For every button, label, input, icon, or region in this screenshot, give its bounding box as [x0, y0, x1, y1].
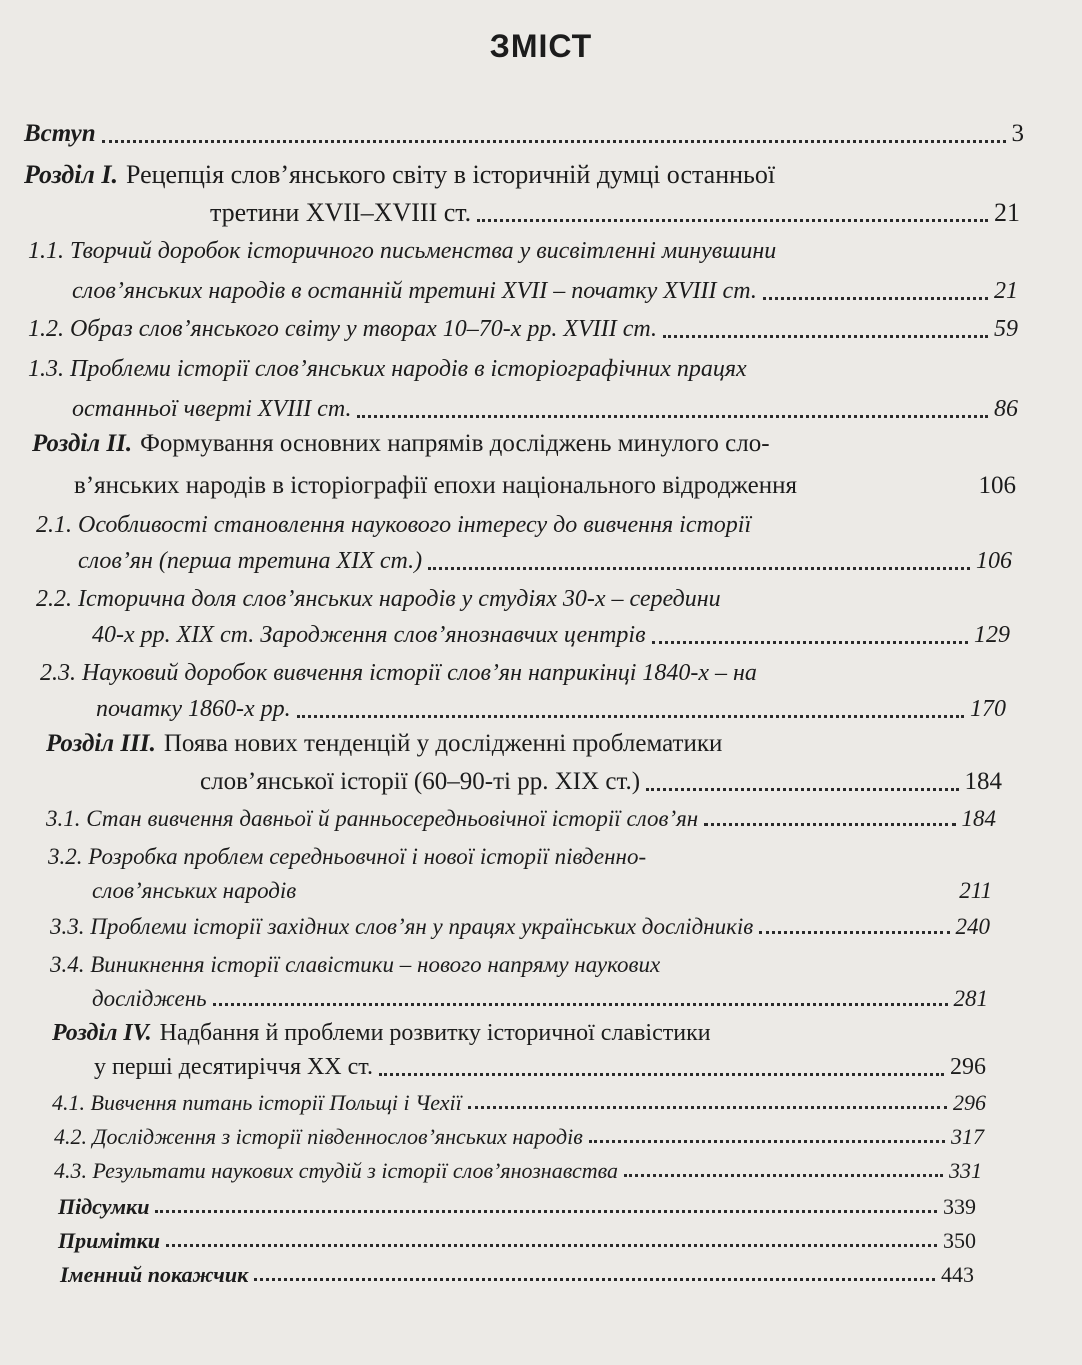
- toc-sub-3-4-line1: [50, 952, 990, 978]
- toc-chapter-3-line2: [200, 768, 1002, 797]
- toc-entry-title-cont: слов’ян (перша третина XIX ст.): [78, 548, 423, 574]
- toc-sub-1-2: [28, 316, 1018, 344]
- toc-entry-title-cont: слов’янських народів: [92, 878, 297, 903]
- toc-entry-title-cont: 40-х рр. XIX ст. Зародження слов’янознавчих центрів: [92, 622, 646, 648]
- toc-sub-4-3: [54, 1158, 982, 1183]
- toc-entry-title: 4.1. Вивчення питань історії Польщі і Чехії: [52, 1090, 462, 1115]
- toc-page-number: 106: [976, 548, 1012, 574]
- toc-entry-title-cont: третини XVII–XVIII ст.: [210, 198, 472, 227]
- toc-entry-title: 1.2. Образ слов’янського світу у творах 10–70-х рр. XVIII ст.: [28, 316, 657, 342]
- toc-entry-title: 2.1. Особливості становлення наукового інтересу до вивчення історії: [36, 512, 752, 538]
- dot-leader: [357, 407, 988, 418]
- toc-page-number: 106: [978, 472, 1016, 499]
- dot-leader: [297, 707, 964, 718]
- toc-sub-1-1-line2: [72, 278, 1018, 306]
- toc-entry-title: Формування основних напрямів досліджень минулого сло-: [140, 430, 770, 457]
- toc-entry-title: Іменний покажчик: [60, 1262, 249, 1287]
- toc-page-number: 184: [961, 806, 996, 831]
- toc-entry-title-cont: досліджень: [92, 986, 207, 1011]
- toc-sub-2-2-line1: [36, 586, 1011, 614]
- dot-leader: [652, 633, 969, 644]
- toc-page-number: 339: [943, 1194, 976, 1219]
- toc-sub-2-3-line1: [40, 660, 1010, 688]
- toc-page-number: 170: [970, 696, 1006, 722]
- toc-entry-title: Поява нових тенденцій у дослідженні проблематики: [163, 730, 723, 757]
- dot-leader: [213, 995, 948, 1006]
- toc-sub-4-1: [52, 1090, 986, 1115]
- toc-page-number: 129: [974, 622, 1010, 648]
- toc-sub-1-1-line1: [28, 238, 1018, 266]
- toc-entry-title: 3.3. Проблеми історії західних слов’ян у працях українських дослідників: [50, 914, 754, 939]
- toc-page-number: 59: [994, 316, 1018, 342]
- toc-entry-name-index: [60, 1262, 974, 1287]
- toc-page-number: 296: [950, 1054, 986, 1080]
- toc-entry-summary: [58, 1194, 976, 1219]
- toc-entry-title: Підсумки: [58, 1194, 150, 1219]
- dot-leader: [663, 327, 988, 338]
- toc-chapter-1-line2: [210, 198, 1020, 228]
- toc-page-number: 3: [1011, 120, 1024, 147]
- dot-leader: [624, 1166, 943, 1177]
- toc-entry-title: Вступ: [24, 120, 96, 147]
- toc-sub-1-3-line2: [72, 396, 1018, 424]
- toc-entry-title: 4.2. Дослідження з історії південнослов’янських народів: [54, 1124, 583, 1149]
- toc-entry-title: 1.3. Проблеми історії слов’янських народів в історіографічних працях: [28, 356, 747, 382]
- toc-page-number: 350: [943, 1228, 976, 1253]
- toc-page-number: 240: [955, 914, 990, 939]
- toc-sub-3-4-line2: [92, 986, 988, 1012]
- toc-entry-title: Надбання й проблеми розвитку історичної славістики: [159, 1020, 711, 1046]
- toc-entry-title-cont: слов’янської історії (60–90-ті рр. XIX ст.): [200, 768, 641, 795]
- dot-leader: [379, 1065, 944, 1076]
- toc-entry-title-cont: у перші десятиріччя XX ст.: [94, 1054, 373, 1080]
- toc-entry-title: Примітки: [58, 1228, 161, 1253]
- toc-entry-title: Рецепція слов’янського світу в історичній думці останньої: [125, 160, 776, 189]
- toc-sub-3-1: [46, 806, 996, 832]
- dot-leader: [428, 559, 970, 570]
- toc-sub-2-3-line2: [96, 696, 1006, 724]
- toc-page-number: 21: [994, 278, 1018, 304]
- toc-entry-title: 1.1. Творчий доробок історичного письменства у висвітленні минувшини: [28, 238, 777, 264]
- toc-page-number: 296: [953, 1090, 986, 1115]
- dot-leader: [302, 890, 953, 898]
- toc-entry-title-cont: слов’янських народів в останній третині XVII – початку XVIII ст.: [72, 278, 757, 304]
- dot-leader: [477, 211, 988, 222]
- chapter-label: Розділ І.: [24, 160, 118, 189]
- toc-page-number: 317: [951, 1124, 984, 1149]
- toc-page-number: 281: [953, 986, 988, 1011]
- toc-page-number: 331: [949, 1158, 982, 1183]
- toc-entry-title: 4.3. Результати наукових студій з історії слов’янознавства: [54, 1158, 619, 1183]
- toc-entry-title: 2.2. Історична доля слов’янських народів у студіях 30-х – середини: [36, 586, 721, 612]
- dot-leader: [589, 1132, 945, 1143]
- toc-entry-title: 3.4. Виникнення історії славістики – нового напряму наукових: [50, 952, 661, 977]
- toc-entry-title: 2.3. Науковий доробок вивчення історії слов’ян наприкінці 1840-х – на: [40, 660, 757, 686]
- toc-chapter-3-line1: [46, 730, 1006, 759]
- dot-leader: [166, 1236, 937, 1247]
- toc-entry-title-cont: в’янських народів в історіографії епохи національного відродження: [74, 472, 797, 499]
- toc-entry-title: 3.2. Розробка проблем середньовчної і нової історії південно-: [48, 844, 647, 869]
- toc-entry-title: 3.1. Стан вивчення давньої й ранньосередньовічної історії слов’ян: [46, 806, 699, 831]
- toc-entry-intro: [24, 120, 1024, 149]
- toc-sub-1-3-line1: [28, 356, 1018, 384]
- toc-sub-3-3: [50, 914, 990, 940]
- dot-leader: [468, 1098, 947, 1109]
- toc-page-number: 86: [994, 396, 1018, 422]
- toc-chapter-4-line1: [52, 1020, 992, 1048]
- dot-leader: [803, 487, 973, 495]
- chapter-label: Розділ IV.: [52, 1020, 152, 1046]
- toc-sub-2-1-line1: [36, 512, 1011, 540]
- toc-page-number: 211: [959, 878, 992, 903]
- toc-page-number: 443: [941, 1262, 974, 1287]
- toc-sub-3-2-line2: [92, 878, 992, 904]
- toc-chapter-4-line2: [94, 1054, 986, 1082]
- dot-leader: [759, 923, 949, 934]
- dot-leader: [254, 1270, 935, 1281]
- page-title: ЗМІСТ: [489, 28, 593, 64]
- toc-entry-title-cont: початку 1860-х рр.: [96, 696, 291, 722]
- dot-leader: [646, 780, 958, 791]
- toc-entry-notes: [58, 1228, 976, 1253]
- toc-sub-2-2-line2: [92, 622, 1010, 650]
- toc-sub-2-1-line2: [78, 548, 1012, 576]
- dot-leader: [102, 132, 1006, 143]
- toc-chapter-2-line1: [32, 430, 1022, 459]
- toc-sub-4-2: [54, 1124, 984, 1149]
- toc-page-number: 184: [964, 768, 1002, 795]
- toc-entry-title-cont: останньої чверті XVIII ст.: [72, 396, 352, 422]
- toc-page-number: 21: [994, 198, 1020, 227]
- dot-leader: [704, 815, 955, 826]
- chapter-label: Розділ ІІ.: [32, 430, 133, 457]
- toc-chapter-2-line2: [74, 472, 1016, 501]
- toc-sub-3-2-line1: [48, 844, 988, 870]
- dot-leader: [763, 289, 988, 300]
- chapter-label: Розділ ІІІ.: [46, 730, 156, 757]
- dot-leader: [155, 1202, 937, 1213]
- toc-chapter-1-line1: [24, 160, 1024, 190]
